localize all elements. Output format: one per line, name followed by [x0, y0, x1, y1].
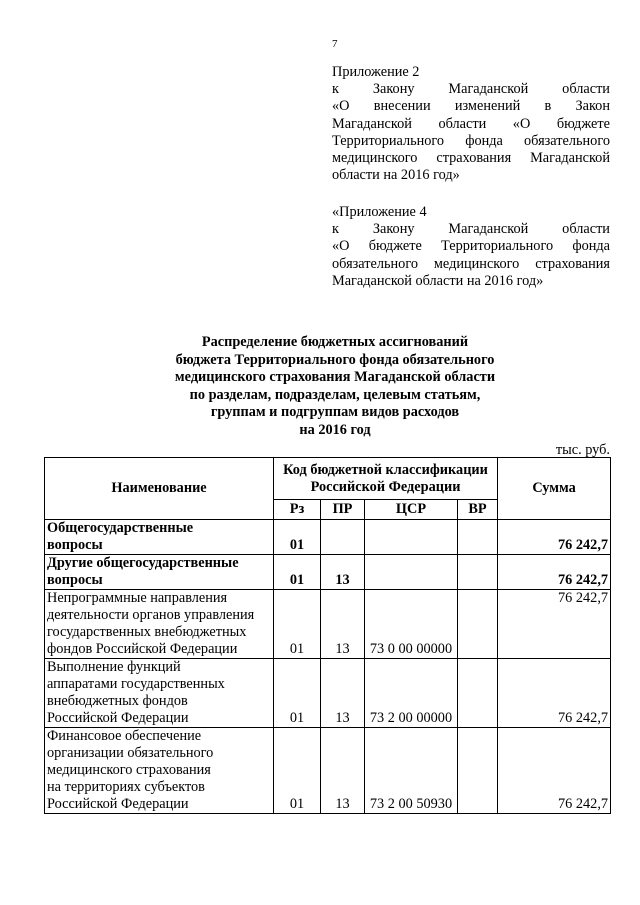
appendix-line: «Приложение 4 — [332, 204, 427, 220]
appendix-word: Магаданской — [448, 221, 529, 238]
appendix-word: Территориального — [332, 132, 445, 149]
appendix-word: бюджете — [368, 238, 422, 255]
row-pr — [321, 520, 365, 555]
row-csr: 73 2 00 00000 — [365, 659, 458, 728]
row-rz: 01 — [274, 659, 321, 728]
appendix-4-reference — [332, 204, 610, 290]
row-sum: 76 242,7 — [498, 590, 611, 659]
header-csr: ЦСР — [365, 500, 458, 520]
row-pr: 13 — [321, 659, 365, 728]
appendix-word: области — [562, 81, 610, 98]
appendix-line — [332, 221, 610, 238]
header-pr: ПР — [321, 500, 365, 520]
appendix-line — [332, 98, 610, 115]
row-name — [45, 555, 274, 590]
row-rz: 01 — [274, 728, 321, 814]
title-line: бюджета Территориального фонда обязательного — [175, 351, 495, 368]
title-line: Распределение бюджетных ассигнований — [201, 334, 469, 350]
appendix-2-reference — [332, 64, 610, 184]
row-name-line: внебюджетных фондов — [47, 693, 188, 709]
row-rz: 01 — [274, 520, 321, 555]
appendix-word: страхования — [535, 255, 610, 272]
appendix-word: к — [332, 81, 339, 98]
appendix-word: Закону — [372, 221, 415, 238]
appendix-line — [332, 256, 610, 273]
row-name-line: Непрограммные направления — [47, 590, 228, 606]
row-vr — [458, 520, 498, 555]
row-vr — [458, 659, 498, 728]
appendix-word: области — [562, 221, 610, 238]
appendix-line — [332, 150, 610, 167]
row-name — [45, 590, 274, 659]
row-name-line: Другие общегосударственные — [47, 555, 239, 571]
title-line: на 2016 год — [299, 421, 371, 438]
row-name-line: аппаратами государственных — [47, 676, 225, 692]
appendix-word: Территориального — [441, 238, 554, 255]
appendix-word: «О — [332, 238, 350, 255]
row-csr — [365, 520, 458, 555]
row-name-line: медицинского страхования — [47, 762, 211, 778]
appendix-word: Магаданской — [448, 81, 529, 98]
row-vr — [458, 590, 498, 659]
header-vr: ВР — [458, 500, 498, 520]
table-row — [45, 520, 611, 555]
header-sum: Сумма — [498, 458, 611, 520]
appendix-line: Магаданской области на 2016 год» — [332, 272, 544, 289]
row-name-line: на территориях субъектов — [47, 779, 205, 795]
row-sum: 76 242,7 — [498, 659, 611, 728]
row-pr: 13 — [321, 590, 365, 659]
row-rz: 01 — [274, 590, 321, 659]
document-title — [100, 334, 570, 440]
header-rz: Рз — [274, 500, 321, 520]
appendix-word: внесении — [373, 98, 431, 115]
unit-label: тыс. руб. — [555, 442, 610, 458]
appendix-word: фонда — [572, 238, 610, 255]
row-csr — [365, 555, 458, 590]
header-name: Наименование — [45, 458, 274, 520]
appendix-word: к — [332, 221, 339, 238]
table-row — [45, 659, 611, 728]
appendix-word: обязательного — [332, 255, 418, 272]
appendix-word: «О — [512, 115, 531, 132]
row-name-line: деятельности органов управления — [47, 607, 255, 623]
row-name — [45, 659, 274, 728]
page-number: 7 — [332, 38, 338, 50]
table-row — [45, 728, 611, 814]
appendix-line — [332, 116, 610, 133]
row-pr: 13 — [321, 555, 365, 590]
row-csr: 73 0 00 00000 — [365, 590, 458, 659]
appendix-word: в — [544, 98, 552, 115]
row-vr — [458, 728, 498, 814]
table-row — [45, 555, 611, 590]
title-line: по разделам, подразделам, целевым статьям, — [189, 386, 481, 403]
appendix-line: Приложение 2 — [332, 64, 420, 80]
appendix-word: обязательного — [524, 132, 610, 149]
row-name-line: Российской Федерации — [47, 710, 189, 726]
row-vr — [458, 555, 498, 590]
appendix-line — [332, 81, 610, 98]
appendix-word: изменений — [454, 98, 521, 115]
appendix-word: области — [438, 115, 487, 132]
row-sum: 76 242,7 — [498, 728, 611, 814]
appendix-word: фонда — [465, 132, 503, 149]
row-name-line: вопросы — [47, 537, 103, 553]
header-code-group: Код бюджетной классификации Российской Федерации — [274, 458, 498, 500]
appendix-word: страхования — [436, 150, 512, 167]
appendix-word: медицинского — [332, 150, 418, 167]
row-name-line: Финансовое обеспечение — [47, 728, 202, 744]
appendix-line — [332, 238, 610, 255]
appendix-word: «О — [332, 98, 350, 115]
row-name — [45, 728, 274, 814]
row-name-line: фондов Российской Федерации — [47, 641, 238, 657]
row-sum: 76 242,7 — [498, 555, 611, 590]
title-line: медицинского страхования Магаданской области — [174, 369, 496, 386]
title-line: группам и подгруппам видов расходов — [210, 404, 460, 421]
appendix-word: бюджете — [556, 115, 610, 132]
table-row — [45, 590, 611, 659]
row-name-line: вопросы — [47, 572, 103, 588]
appendix-word: медицинского — [433, 255, 520, 272]
appendix-word: Магаданской — [530, 150, 610, 167]
row-name-line: организации обязательного — [47, 745, 214, 761]
row-sum: 76 242,7 — [498, 520, 611, 555]
row-name-line: государственных внебюджетных — [47, 624, 247, 640]
appendix-line — [332, 133, 610, 150]
row-name-line: Общегосударственные — [47, 520, 194, 536]
appendix-word: Закон — [575, 98, 610, 115]
row-csr: 73 2 00 50930 — [365, 728, 458, 814]
appendix-line: области на 2016 год» — [332, 167, 460, 184]
row-name-line: Российской Федерации — [47, 796, 189, 812]
budget-table — [44, 457, 611, 814]
row-rz: 01 — [274, 555, 321, 590]
appendix-word: Магаданской — [332, 115, 412, 132]
row-pr: 13 — [321, 728, 365, 814]
row-name-line: Выполнение функций — [47, 659, 181, 675]
row-name — [45, 520, 274, 555]
appendix-word: Закону — [372, 81, 415, 98]
